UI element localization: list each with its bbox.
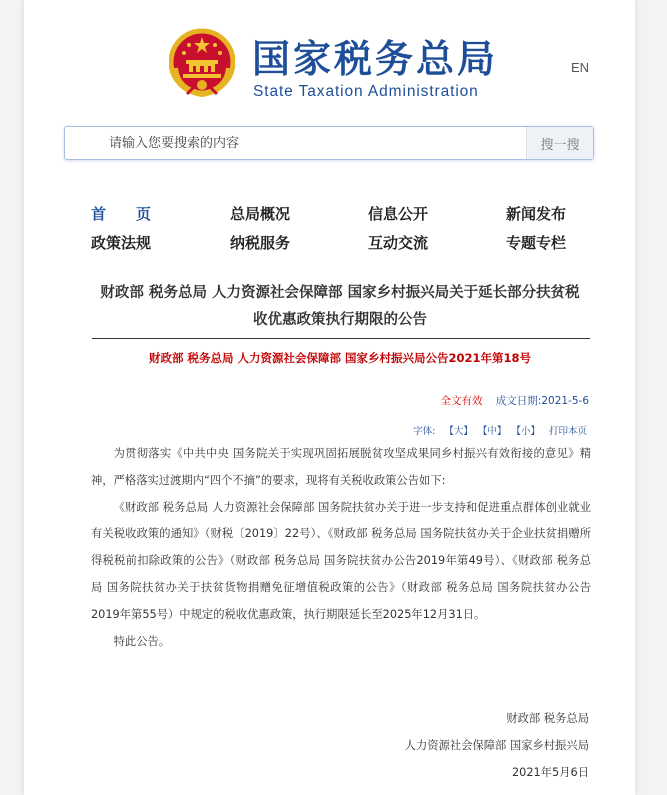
signature-block [405, 706, 589, 786]
signature-line1: 财政部 税务总局 [506, 712, 589, 725]
site-title-cn: 国家税务总局 [252, 37, 499, 81]
print-button[interactable]: 打印本页 [548, 426, 587, 437]
validity-status: 全文有效 [440, 395, 483, 407]
english-language-link[interactable]: EN [571, 60, 590, 75]
title-divider [92, 338, 590, 339]
paragraph: 特此公告。 [113, 634, 171, 648]
nav-item-overview[interactable]: 总局概况 [230, 205, 291, 223]
nav-item-disclosure[interactable]: 信息公开 [368, 205, 429, 223]
paragraph: 为贯彻落实《中共中央 国务院关于实现巩固拓展脱贫攻坚成果同乡村振兴有效衔接的意见》精神，严格落实过渡期内“四个不摘”的要求，现将有关税收政策公告如下: [91, 447, 591, 487]
main-nav [24, 200, 635, 260]
font-medium-button[interactable]: 【中】 [477, 426, 507, 437]
nav-item-service[interactable]: 纳税服务 [230, 234, 291, 252]
issue-date: 成文日期:2021-5-6 [495, 395, 589, 407]
font-size-label: 字体: [413, 426, 436, 437]
paragraph: 《财政部 税务总局 人力资源社会保障部 国务院扶贫办关于进一步支持和促进重点群体创业就业有关税收政策的通知》（财税〔2019〕22号）、《财政部 税务总局 国务院扶贫办关于企业扶贫捐赠所得税税前扣除政策的公告》（财政部 税务总局 国务院扶贫办公告2019年第49号）、《财政部 税务总局 国务院扶贫办关于扶贫货物捐赠免征增值税政策的公告》（财政部 税务总局 国务院扶贫办公告2019年第55号）中规定的税收优惠政策，执行期限延长至2025年12月31日。 [91, 500, 591, 621]
nav-item-home[interactable]: 首 页 [91, 205, 152, 223]
article-meta [440, 393, 589, 408]
signature-line2: 人力资源社会保障部 国家乡村振兴局 [404, 738, 589, 752]
article-tools [411, 423, 587, 437]
search-input[interactable] [67, 129, 525, 157]
font-large-button[interactable]: 【大】 [444, 426, 473, 437]
search-button[interactable]: 搜一搜 [526, 127, 593, 159]
nav-item-interaction[interactable]: 互动交流 [368, 234, 429, 252]
article-title-line2: 收优惠政策执行期限的公告 [253, 312, 427, 328]
font-small-button[interactable]: 【小】 [511, 426, 540, 437]
national-emblem-icon [169, 28, 235, 102]
nav-item-news[interactable]: 新闻发布 [506, 205, 567, 223]
site-title-en: State Taxation Administration [253, 83, 479, 100]
search-bar [64, 126, 594, 160]
page-container [24, 0, 635, 795]
signature-date: 2021年5月6日 [511, 765, 589, 779]
nav-item-topics[interactable]: 专题专栏 [506, 234, 567, 252]
document-number: 财政部 税务总局 人力资源社会保障部 国家乡村振兴局公告2021年第18号 [148, 351, 532, 365]
article-title-line1: 财政部 税务总局 人力资源社会保障部 国家乡村振兴局关于延长部分扶贫税 [100, 285, 580, 301]
nav-item-policy[interactable]: 政策法规 [91, 234, 152, 252]
article-body [91, 441, 591, 655]
article-title [90, 280, 590, 334]
